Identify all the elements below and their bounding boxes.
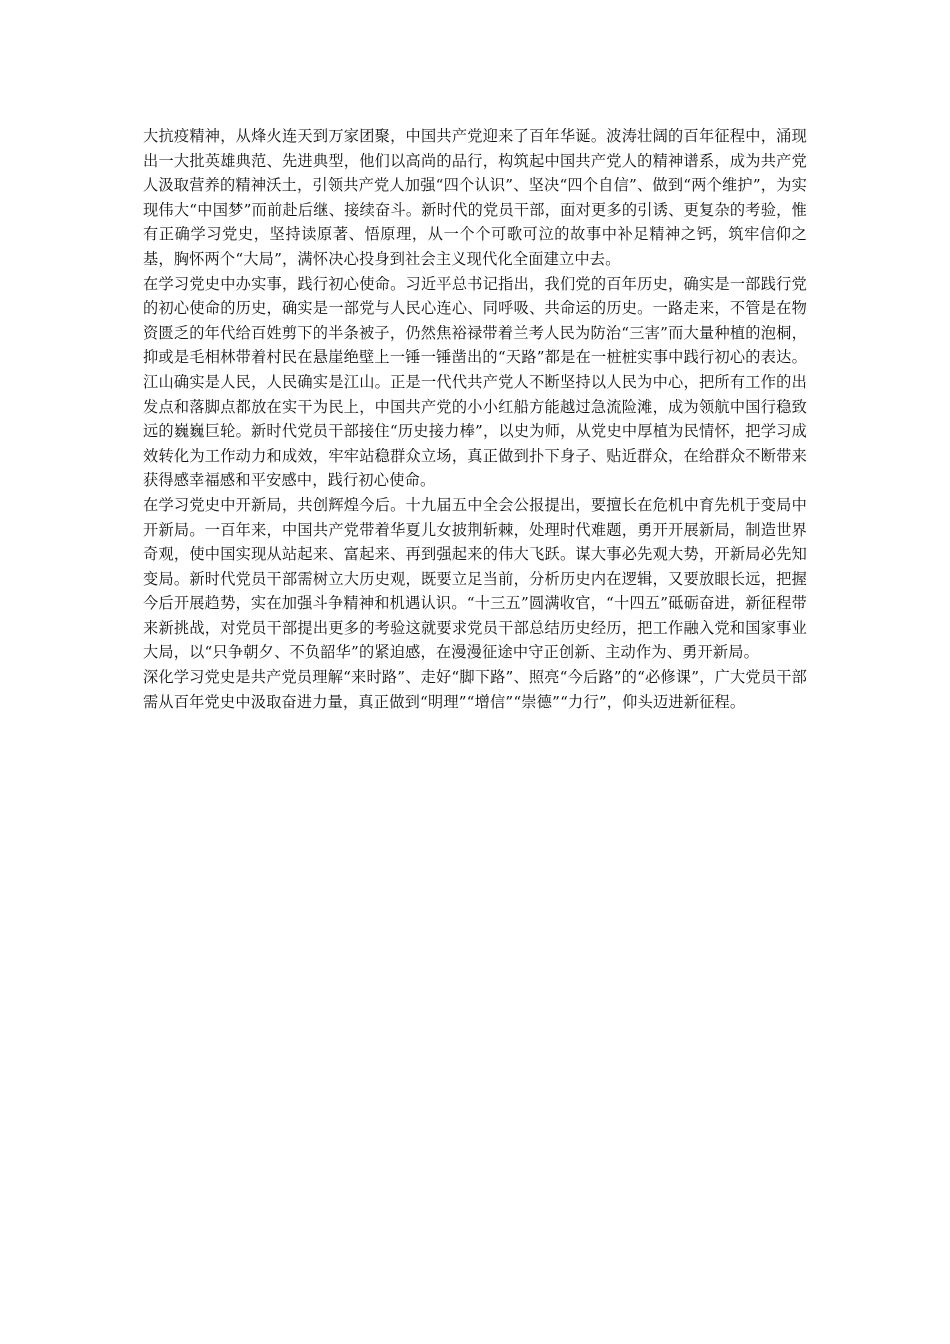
document-body	[143, 124, 807, 714]
paragraph-3: 在学习党史中开新局，共创辉煌今后。十九届五中全会公报提出，要擅长在危机中育先机于变局中开新局。一百年来，中国共产党带着华夏儿女披荆斩棘，处理时代难题，勇开开展新局，制造世界奇观，使中国实现从站起来、富起来、再到强起来的伟大飞跃。谋大事必先观大势，开新局必先知变局。新时代党员干部需树立大历史观，既要立足当前，分析历史内在逻辑，又要放眼长远，把握今后开展趋势，实在加强斗争精神和机遇认识。“十三五”圆满收官，“十四五”砥砺奋进，新征程带来新挑战，对党员干部提出更多的考验这就要求党员干部总结历史经历，把工作融入党和国家事业大局，以“只争朝夕、不负韶华”的紧迫感，在漫漫征途中守正创新、主动作为、勇开新局。	[143, 495, 807, 662]
paragraph-1: 大抗疫精神，从烽火连天到万家团聚，中国共产党迎来了百年华诞。波涛壮阔的百年征程中，涌现出一大批英雄典范、先进典型，他们以高尚的品行，构筑起中国共产党人的精神谱系，成为共产党人汲取营养的精神沃土，引领共产党人加强“四个认识”、坚决“四个自信”、做到“两个维护”，为实现伟大“中国梦”而前赴后继、接续奋斗。新时代的党员干部，面对更多的引诱、更复杂的考验，惟有正确学习党史，坚持读原著、悟原理，从一个个可歌可泣的故事中补足精神之钙，筑牢信仰之基，胸怀两个“大局”，满怀决心投身到社会主义现代化全面建立中去。	[143, 127, 807, 268]
paragraph-2: 在学习党史中办实事，践行初心使命。习近平总书记指出，我们党的百年历史，确实是一部践行党的初心使命的历史，确实是一部党与人民心连心、同呼吸、共命运的历史。一路走来，不管是在物资匮乏的年代给百姓剪下的半条被子，仍然焦裕禄带着兰考人民为防治“三害”而大量种植的泡桐，抑或是毛相林带着村民在悬崖绝壁上一锤一锤凿出的“天路”都是在一桩桩实事中践行初心的表达。江山确实是人民，人民确实是江山。正是一代代共产党人不断坚持以人民为中心，把所有工作的出发点和落脚点都放在实干为民上，中国共产党的小小红船方能越过急流险滩，成为领航中国行稳致远的巍巍巨轮。新时代党员干部接住“历史接力棒”，以史为师，从党史中厚植为民情怀，把学习成效转化为工作动力和成效，牢牢站稳群众立场，真正做到扑下身子、贴近群众，在给群众不断带来获得感幸福感和平安感中，践行初心使命。	[143, 274, 807, 490]
paragraph-4: 深化学习党史是共产党员理解“来时路”、走好“脚下路”、照亮“今后路”的“必修课”，广大党员干部需从百年党史中汲取奋进力量，真正做到“明理”“增信”“崇德”“力行”，仰头迈进新征程。	[143, 668, 807, 711]
